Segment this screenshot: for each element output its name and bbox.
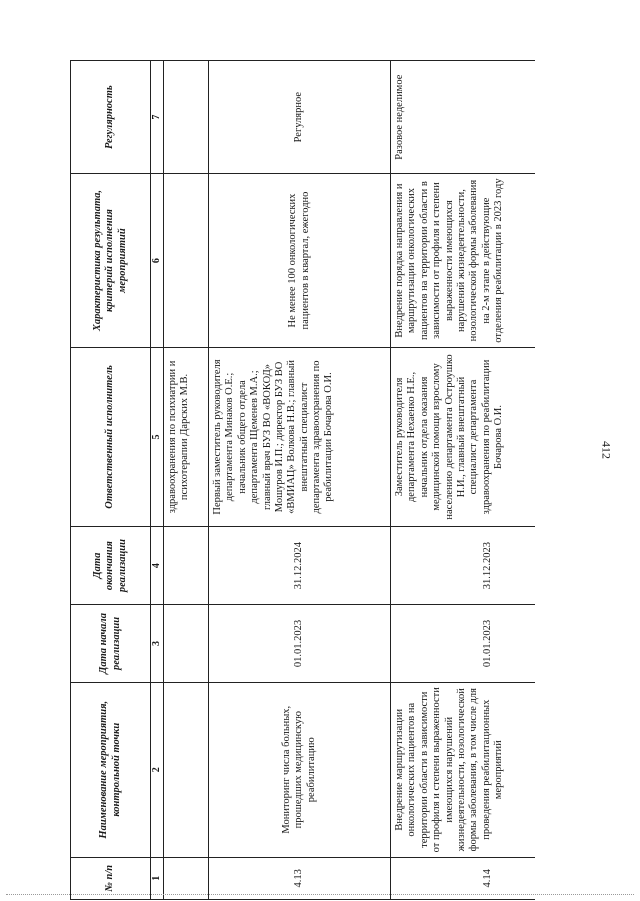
row-name: [164, 682, 209, 857]
column-number: 1: [151, 857, 164, 899]
row-regularity: [164, 61, 209, 174]
column-number: 3: [151, 605, 164, 683]
row-responsible: здравоохранения по психиатрии и психотерапии Дарских М.В.: [164, 347, 209, 526]
row-responsible: Заместитель руководителя департамента Нехаенко Н.Е., начальник отдела оказания медицинской помощи взрослому населению департамента Остроушко Н.И., главный внештатный специалист департамента здравоохранения по реабилитации Бочарова О.И.: [391, 347, 536, 526]
header-cell-regularity: Регулярность: [71, 61, 151, 174]
row-start-date: 01.01.2023: [209, 605, 391, 683]
activities-table-wrapper: [70, 60, 535, 900]
row-result: Внедрение порядка направления и маршрутизации онкологических пациентов на территории области в зависимости от профиля и степени выраженности имеющихся нарушений жизнедеятельности, нозологической формы заболевания на 2-м этапе в действующие отделения реабилитации в 2023 году: [391, 174, 536, 347]
row-start-date: [164, 605, 209, 683]
page-number: 412: [599, 441, 614, 459]
column-number-row: [151, 61, 164, 900]
row-start-date: 01.01.2023: [391, 605, 536, 683]
rotated-table-frame: [70, 60, 535, 900]
row-result: Не менее 100 онкологических пациентов в квартал, ежегодно: [209, 174, 391, 347]
row-name: Мониторинг числа больных, прошедших медицинскую реабилитацию: [209, 682, 391, 857]
header-cell-responsible: Ответственный исполнитель: [71, 347, 151, 526]
activities-table: [70, 60, 535, 900]
column-number: 4: [151, 527, 164, 605]
row-number: 4.14: [391, 857, 536, 899]
column-number: 2: [151, 682, 164, 857]
header-row: [71, 61, 151, 900]
row-responsible: Первый заместитель руководителя департамента Минаков О.Е.; начальник общего отдела департамента Щеменев М.А.; главный врач БУЗ ВО «ВОКОД» Мошуров И.П.; директор БУЗ ВО «ВМИАЦ» Волкова Н.В.; главный внештатный специалист департамента здравоохранения по реабилитации Бочарова О.И.: [209, 347, 391, 526]
header-cell-end: Дата окончания реализации: [71, 527, 151, 605]
row-regularity: Регулярное: [209, 61, 391, 174]
row-name: Внедрение маршрутизации онкологических пациентов на территории области в зависимости от профиля и степени выраженности имеющихся нарушений жизнедеятельности, нозологической формы заболевания, в том числе для проведения реабилитационных мероприятий: [391, 682, 536, 857]
row-end-date: 31.12.2024: [209, 527, 391, 605]
row-result: [164, 174, 209, 347]
header-cell-num: № п/п: [71, 857, 151, 899]
header-cell-name: Наименование мероприятия, контрольной точки: [71, 682, 151, 857]
header-cell-result: Характеристика результата, критерий исполнения мероприятий: [71, 174, 151, 347]
row-end-date: 31.12.2023: [391, 527, 536, 605]
bottom-divider: [6, 894, 634, 895]
table-row: [391, 61, 536, 900]
header-cell-start: Дата начала реализации: [71, 605, 151, 683]
column-number: 7: [151, 61, 164, 174]
column-number: 6: [151, 174, 164, 347]
row-number: 4.13: [209, 857, 391, 899]
column-number: 5: [151, 347, 164, 526]
row-end-date: [164, 527, 209, 605]
table-row: [164, 61, 209, 900]
row-regularity: Разовое неделимое: [391, 61, 536, 174]
table-row: [209, 61, 391, 900]
